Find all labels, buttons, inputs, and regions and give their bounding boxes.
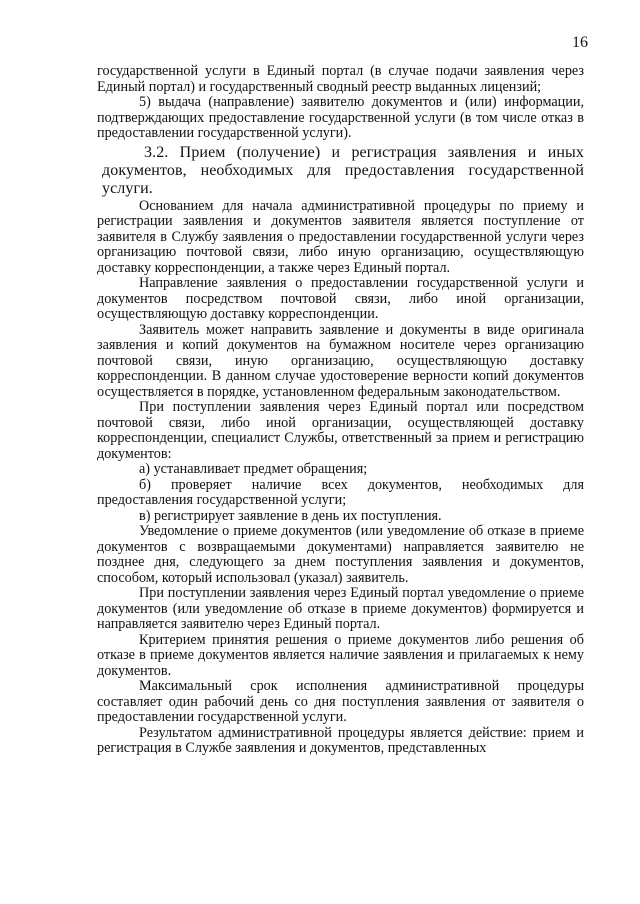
- paragraph-max-term: Максимальный срок исполнения административной процедуры составляет один рабочий день со дня поступления заявления от заявителя о предоставлении государственной услуги.: [97, 678, 584, 725]
- paragraph-submission-method: Направление заявления о предоставлении государственной услуги и документов посредством почтовой связи, либо иной организации, осуществляющую доставку корреспонденции.: [97, 275, 584, 322]
- paragraph-criterion: Критерием принятия решения о приеме документов либо решения об отказе в приеме документов является наличие заявления и прилагаемых к нему документов.: [97, 631, 584, 679]
- list-item-b: б) проверяет наличие всех документов, необходимых для предоставления государственной услуги;: [97, 476, 584, 508]
- paragraph-notification: Уведомление о приеме документов (или уведомление об отказе в приеме документов с возвращаемыми документами) направляется заявителю не позднее дня, следующего за днем поступления заявления и документов, способом, который использовал (указал) заявитель.: [97, 523, 584, 586]
- list-item-5: 5) выдача (направление) заявителю документов и (или) информации, подтверждающих предоставление государственной услуги (в том числе отказ в предоставлении государственной услуги).: [97, 94, 584, 141]
- paragraph-specialist-duties: При поступлении заявления через Единый портал или посредством почтовой связи, либо иной организации, осуществляющей доставку корреспонденции, специалист Службы, ответственный за прием и регистрацию документов:: [97, 399, 584, 462]
- list-item-v: в) регистрирует заявление в день их поступления.: [139, 507, 442, 524]
- page-number: 16: [572, 34, 588, 51]
- document-body: [97, 64, 584, 757]
- list-item-a: а) устанавливает предмет обращения;: [139, 461, 368, 477]
- section-heading-3-2: 3.2. Прием (получение) и регистрация заявления и иных документов, необходимых для предоставления государственной услуги.: [102, 143, 584, 197]
- paragraph-continued: государственной услуги в Единый портал (в случае подачи заявления через Единый портал) и государственный сводный реестр выданных лицензий;: [97, 63, 584, 95]
- paragraph-result: Результатом административной процедуры является действие: прием и регистрация в Службе заявления и документов, представленных: [97, 724, 584, 756]
- paragraph-portal-notification: При поступлении заявления через Единый портал уведомление о приеме документов (или уведомление об отказе в приеме документов) формируется и направляется заявителю через Единый портал.: [97, 585, 584, 632]
- paragraph-basis: Основанием для начала административной процедуры по приему и регистрации заявления и документов заявителя является поступление от заявителя в Службу заявления о предоставлении государственной услуги через организацию почтовой связи, либо иную организацию, осуществляющую доставку корреспонденции, а также через Единый портал.: [97, 197, 584, 276]
- paragraph-original-copies: Заявитель может направить заявление и документы в виде оригинала заявления и копий документов на бумажном носителе через организацию почтовой связи, иную организацию, осуществляющую доставку корреспонденции. В данном случае удостоверение верности копий документов осуществляется в порядке, установленном федеральным законодательством.: [97, 321, 584, 400]
